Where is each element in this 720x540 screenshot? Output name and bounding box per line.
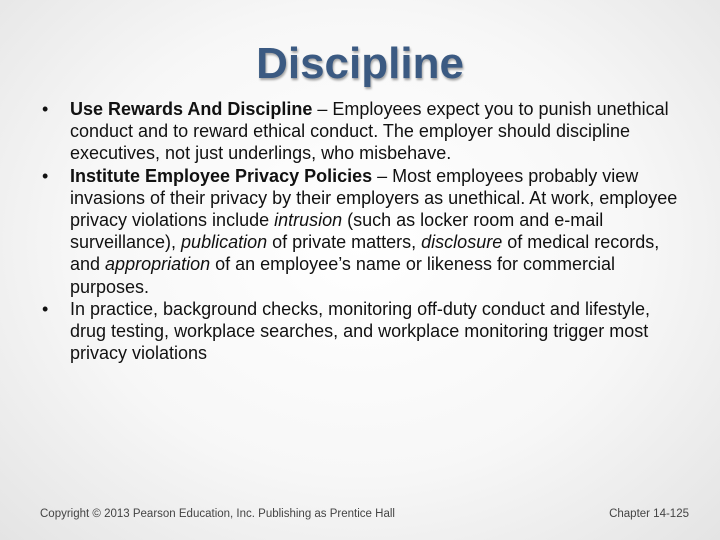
footer-page-number: Chapter 14-125	[609, 508, 689, 520]
bullet-text: of private matters,	[267, 232, 422, 253]
footer-copyright: Copyright © 2013 Pearson Education, Inc. Publishing as Prentice Hall	[40, 508, 395, 520]
bullet-marker: •	[42, 99, 49, 119]
emphasis-appropriation: appropriation	[105, 254, 211, 275]
bullet-text: of medical records, and	[70, 232, 660, 275]
bullet-text: (such as locker room and e-mail surveillance),	[70, 210, 604, 253]
emphasis-intrusion: intrusion	[274, 210, 343, 231]
bullet-marker: •	[42, 298, 49, 319]
bullet-privacy-policies	[42, 165, 682, 298]
bullet-lead: Institute Employee Privacy Policies	[70, 165, 373, 186]
slide-body	[42, 98, 682, 364]
emphasis-disclosure: disclosure	[421, 232, 503, 253]
bullet-lead: Use Rewards And Discipline	[70, 99, 313, 119]
bullet-marker: •	[42, 165, 49, 186]
bullet-practice	[42, 298, 682, 365]
bullet-text: of an employee’s name or likeness for commercial purposes.	[70, 254, 615, 297]
emphasis-publication: publication	[181, 232, 268, 253]
bullet-text: – Most employees probably view invasions of their privacy by their employers as unethical. At work, employee privacy violations include	[70, 165, 678, 231]
slide-title: Discipline	[256, 39, 464, 88]
bullet-rewards-discipline	[42, 98, 682, 165]
bullet-text: In practice, background checks, monitoring off-duty conduct and lifestyle, drug testing, workplace searches, and workplace monitoring trigger most privacy violations	[70, 298, 650, 364]
bullet-text: – Employees expect you to punish unethical conduct and to reward ethical conduct. The employer should discipline executives, not just underlings, who misbehave.	[70, 99, 669, 164]
